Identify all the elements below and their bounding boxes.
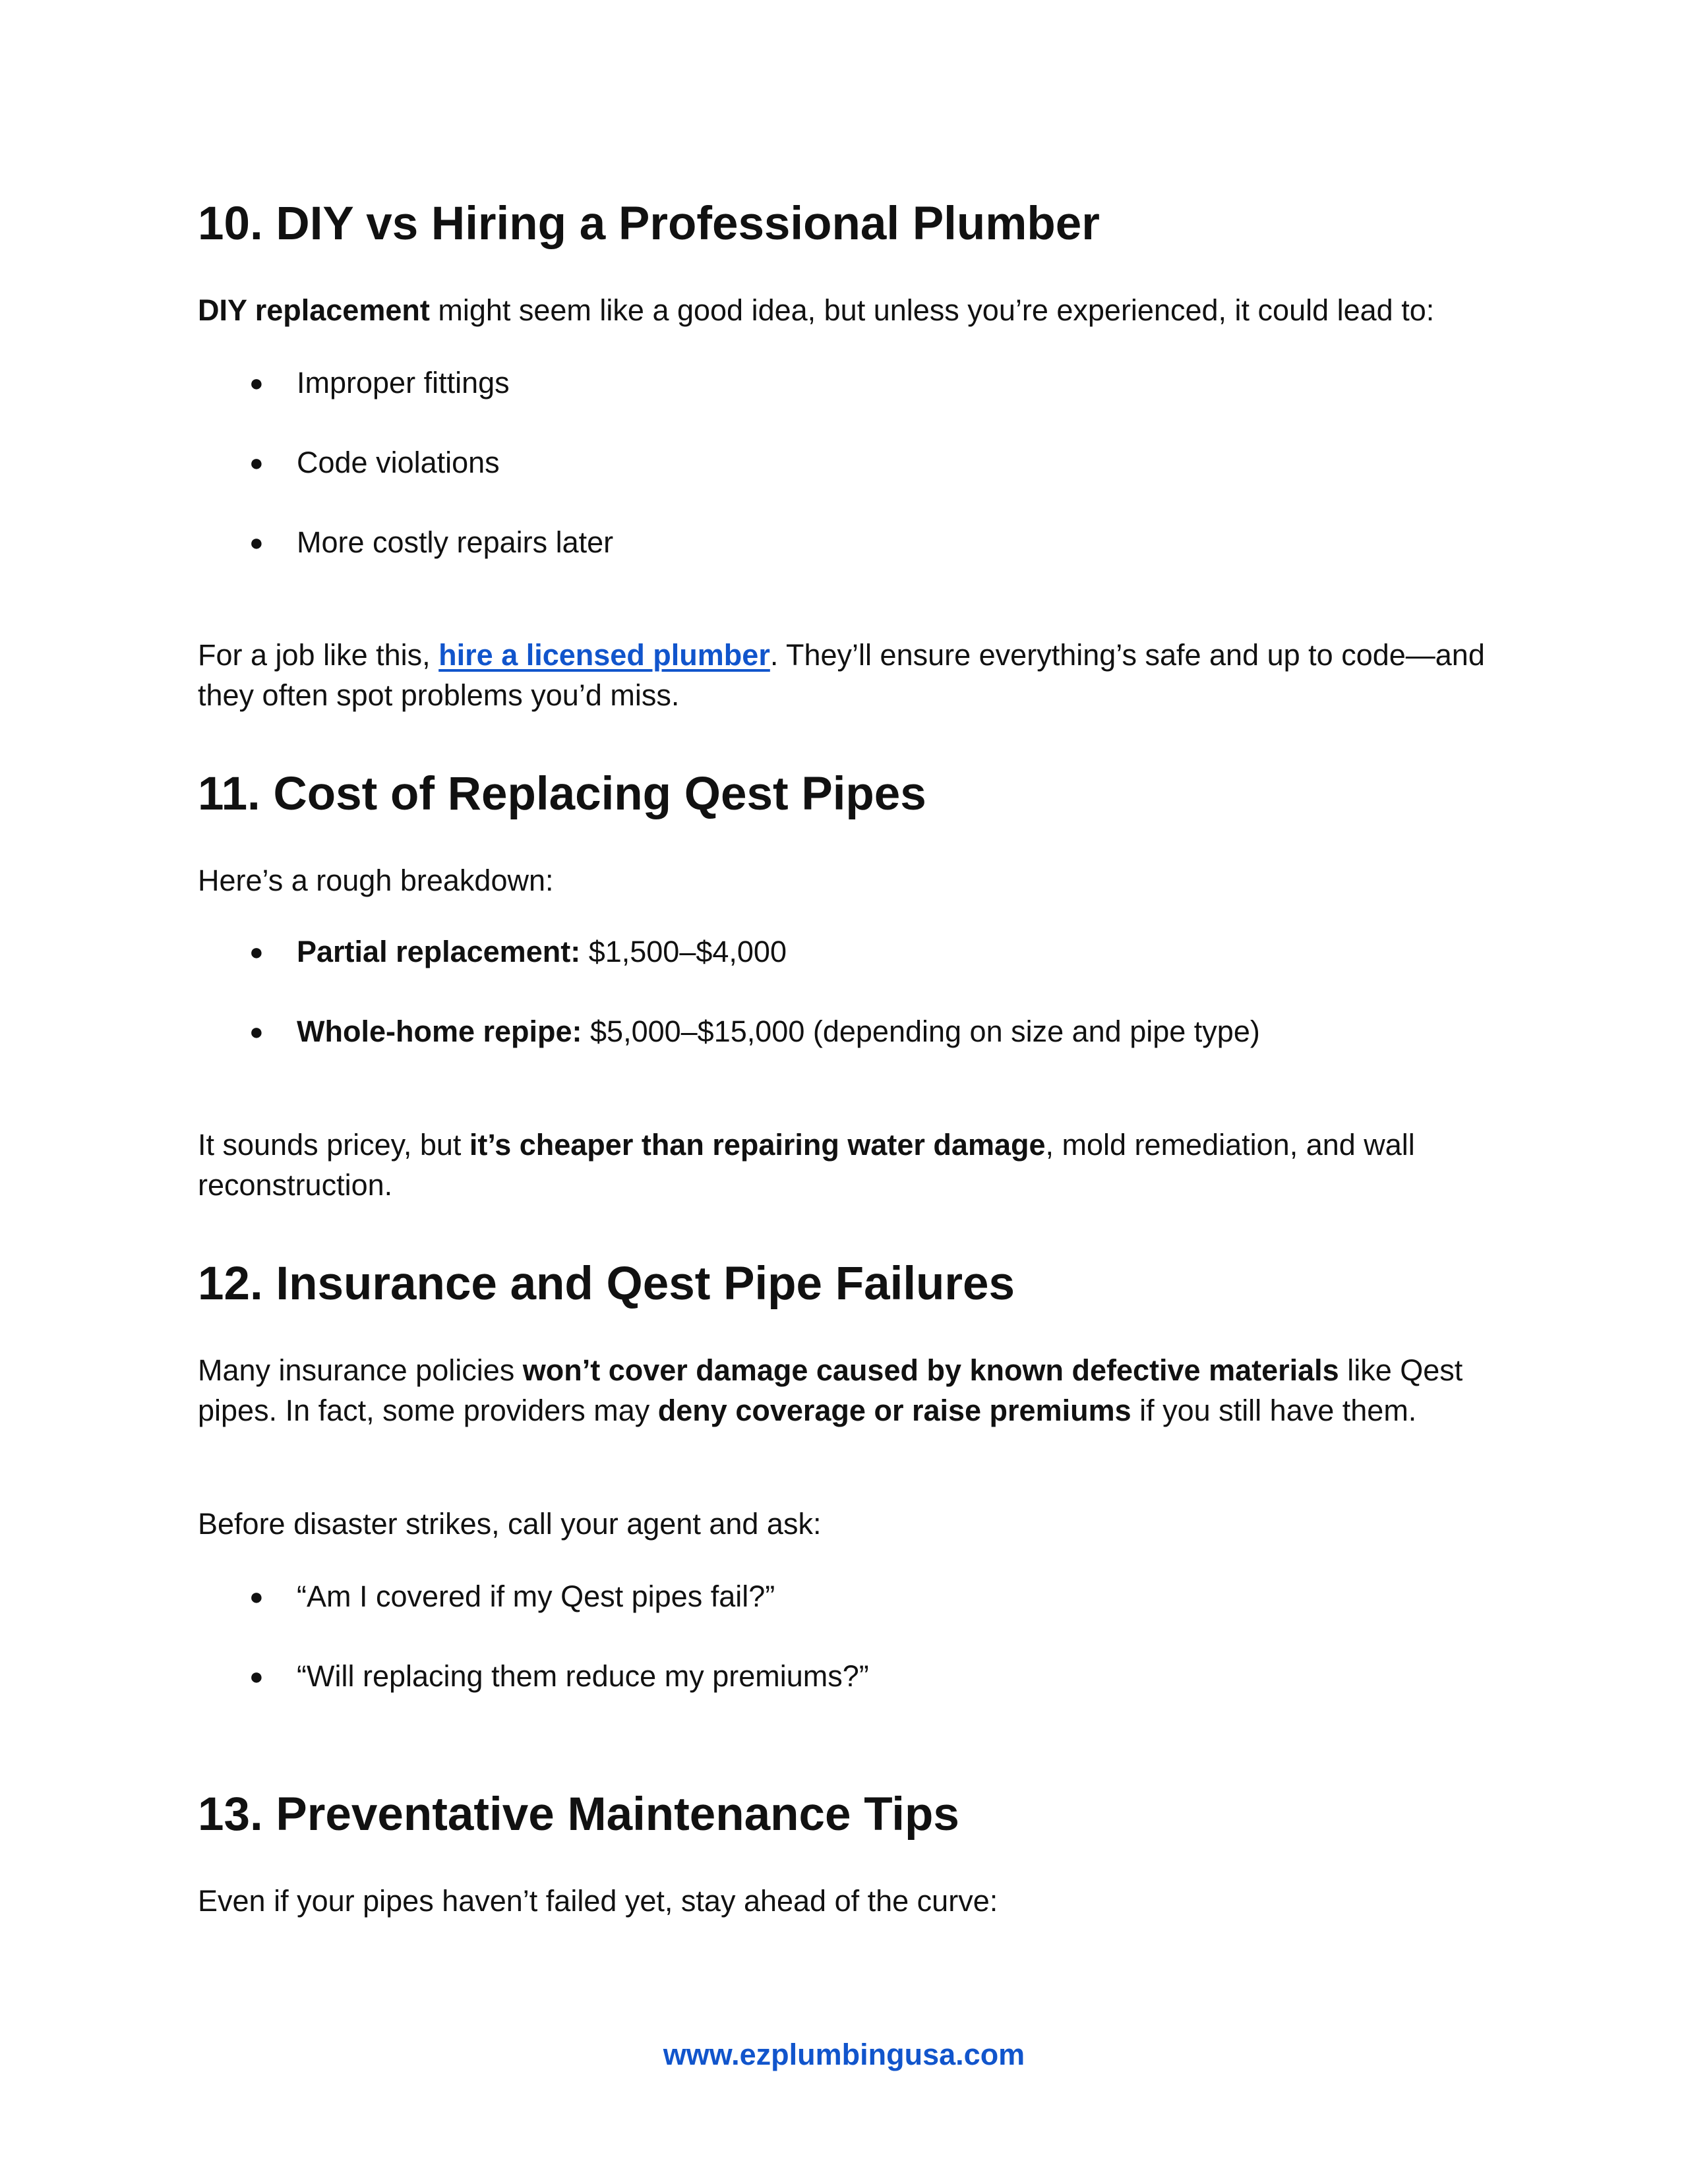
- list-item-text: More costly repairs later: [297, 525, 614, 559]
- section-heading-maintenance: 13. Preventative Maintenance Tips: [198, 1788, 959, 1841]
- cost-intro-paragraph: Here’s a rough breakdown:: [198, 864, 554, 897]
- section-heading-cost: 11. Cost of Replacing Qest Pipes: [198, 768, 926, 820]
- bullet-icon: ●: [249, 938, 264, 965]
- cost-value: $1,500–$4,000: [580, 935, 787, 968]
- diy-intro-paragraph: [198, 290, 1490, 330]
- insurance-start: Many insurance policies: [198, 1353, 523, 1387]
- list-item-text: Code violations: [297, 446, 500, 479]
- cost-summary-end: , mold remediation, and wall reconstruction.: [198, 1128, 1415, 1202]
- bullet-icon: ●: [249, 529, 264, 556]
- list-item-text: “Am I covered if my Qest pipes fail?”: [297, 1579, 775, 1613]
- insurance-bold-2: deny coverage or raise premiums: [657, 1394, 1131, 1427]
- bullet-icon: ●: [249, 449, 264, 476]
- cost-summary-start: It sounds pricey, but: [198, 1128, 469, 1162]
- bullet-icon: ●: [249, 1018, 264, 1045]
- section-heading-diy-vs-pro: 10. DIY vs Hiring a Professional Plumber: [198, 198, 1100, 250]
- cost-summary-bold: it’s cheaper than repairing water damage: [469, 1128, 1046, 1162]
- insurance-end: if you still have them.: [1131, 1394, 1417, 1427]
- list-item-text: Improper fittings: [297, 366, 510, 399]
- bullet-icon: ●: [249, 1663, 264, 1690]
- list-item-text: [297, 1011, 1260, 1051]
- diy-intro-text: might seem like a good idea, but unless you’re experienced, it could lead to:: [429, 293, 1435, 327]
- bullet-icon: ●: [249, 1583, 264, 1610]
- maintenance-intro-paragraph: Even if your pipes haven’t failed yet, stay ahead of the curve:: [198, 1884, 998, 1918]
- cost-label: Whole-home repipe:: [297, 1015, 582, 1048]
- cost-summary-paragraph: [198, 1125, 1490, 1205]
- hire-para-start: For a job like this,: [198, 638, 439, 672]
- cost-value: $5,000–$15,000 (depending on size and pipe type): [582, 1015, 1260, 1048]
- list-item-text: “Will replacing them reduce my premiums?”: [297, 1659, 869, 1693]
- list-item-text: [297, 931, 787, 972]
- footer-website-link[interactable]: www.ezplumbingusa.com: [663, 2038, 1025, 2071]
- hire-licensed-plumber-link[interactable]: hire a licensed plumber: [438, 638, 770, 672]
- bullet-icon: ●: [249, 369, 264, 396]
- insurance-mid: like Qest pipes. In fact, some providers may: [198, 1353, 1463, 1427]
- cost-label: Partial replacement:: [297, 935, 581, 968]
- section-heading-insurance: 12. Insurance and Qest Pipe Failures: [198, 1258, 1015, 1310]
- hire-plumber-paragraph: [198, 635, 1490, 715]
- diy-intro-bold: DIY replacement: [198, 293, 430, 327]
- insurance-bold-1: won’t cover damage caused by known defective materials: [522, 1353, 1339, 1387]
- insurance-paragraph: [198, 1350, 1490, 1431]
- ask-agent-paragraph: Before disaster strikes, call your agent and ask:: [198, 1507, 822, 1541]
- hire-para-end: . They’ll ensure everything’s safe and up to code—and they often spot problems you’d miss.: [198, 638, 1485, 712]
